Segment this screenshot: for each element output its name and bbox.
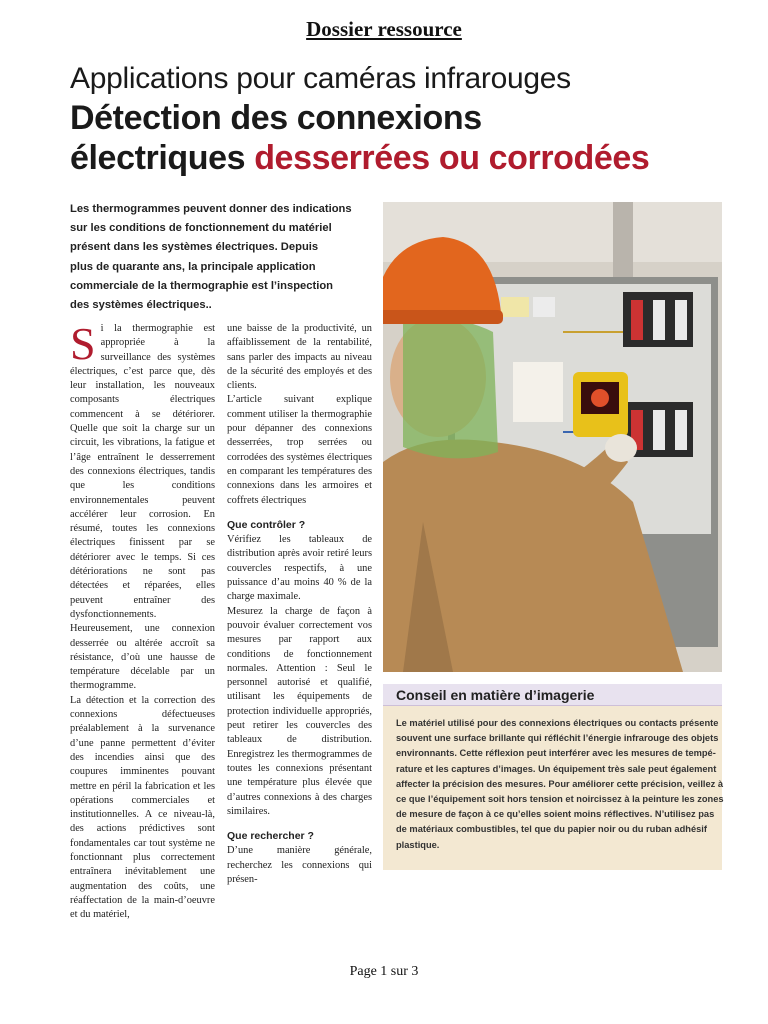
intro-paragraph (70, 200, 370, 315)
tip-line: rature et les captures d’images. Un équipement très sale peut également (396, 763, 717, 774)
page-number: Page 1 sur 3 (349, 964, 419, 979)
headline-black-part: électriques (70, 139, 255, 177)
intro-line: des systèmes électriques.. (70, 299, 212, 312)
paragraph-text: i la thermographie est appropriée à la surveillance des systèmes électriques, c’est parce que, dès leur installation, les nouveaux composants électriques commencent à se détériorer. Quelle que soit la charge sur un circuit, les vibrations, la fatigue et l’âge entraînent le desserrement des connexions électriques, tandis que les conditions environnementales peuvent accélérer leur corrosion. En résumé, toutes les connexions électriques finissent par se détériorer avec le temps. Si ces détériorations ne sont pas détectées et réparées, elles peuvent entraîner des dysfonctionnements. Heureusement, une connexion desserrée ou altérée accroît sa résistance, d’où une hausse de température décelable par un thermogramme. (70, 323, 215, 692)
tip-box-title: Conseil en matière d’imagerie (383, 684, 722, 706)
body-paragraph (70, 318, 215, 694)
tip-line: environnants. Cette réflexion peut interférer avec les mesures de tempé- (396, 748, 716, 759)
headline-red-part: desserrées ou corrodées (254, 139, 650, 177)
tip-line: plastique. (396, 839, 440, 850)
tip-line: affecter la précision des mesures. Pour améliorer cette précision, veillez à (396, 778, 724, 789)
subheading-que-rechercher: Que rechercher ? (227, 830, 314, 843)
tip-line: souvent une surface brillante qui réfléchit l’énergie infrarouge des objets (396, 733, 719, 744)
page-header-title: Dossier ressource (306, 17, 462, 41)
body-column-2 (227, 322, 372, 887)
technician-illustration (383, 202, 722, 672)
tip-line: de mesure de façon à ce qu’elles soient moins réflectives. N’utilisez pas (396, 809, 715, 820)
intro-line: commerciale de la thermographie est l’inspection (70, 279, 333, 292)
intro-line: plus de quarante ans, la principale application (70, 260, 316, 273)
subheading-que-controler: Que contrôler ? (227, 518, 306, 531)
intro-line: sur les conditions de fonctionnement du matériel (70, 222, 332, 235)
body-paragraph: une baisse de la productivité, un affaiblissement de la rentabilité, sans parler des impacts au niveau de la sécurité des employés et des clients. (227, 323, 372, 392)
technician-photo (383, 202, 722, 672)
intro-line: Les thermogrammes peuvent donner des indications (70, 203, 352, 215)
intro-line: présent dans les systèmes électriques. Depuis (70, 241, 319, 254)
tip-line: ce que l’équipement soit hors tension et noircissez à la peinture les zones (396, 794, 724, 805)
headline-title-line1: Détection des connexions (70, 99, 482, 137)
body-paragraph: Mesurez la charge de façon à pouvoir évaluer correctement vos mesures par rapport aux conditions de fonctionnement normales. Attention : Seul le personnel autorisé et qualifié, utilisant les équipements de protection individuelle appropriés, peut retirer les couvercles des tableaux de distribution. Enregistrez les thermogrammes de toutes les connexions présentant une température plus élevée que d’autres connexions à des charges similaires. (227, 605, 372, 817)
body-paragraph: La détection et la correction des connexions défectueuses préalablement à la survenance d’une panne permettent d’éviter des incendies ainsi que des coupures imminentes pouvant mettre en péril la fabrication et les opérations commerciales et institutionnelles. A ce niveau-là, des actions prédictives sont fondamentales car tout système ne fonctionnant plus correctement entraînera inévitablement une augmentation des coûts, une réaffectation de la main-d’oeuvre et du matériel, (70, 694, 215, 921)
tip-line: de matériaux combustibles, tel que du papier noir ou du ruban adhésif (396, 824, 707, 835)
body-column-1 (70, 318, 215, 922)
body-paragraph: Vérifiez les tableaux de distribution après avoir retiré leurs couvercles respectifs, à une puissance d’au moins 40 % de la charge maximale. (227, 534, 372, 603)
headline-title-line2 (70, 138, 730, 178)
article-headline (70, 60, 730, 178)
body-paragraph: D’une manière générale, recherchez les connexions qui présen- (227, 845, 372, 885)
headline-kicker: Applications pour caméras infrarouges (70, 62, 571, 95)
tip-line: Le matériel utilisé pour des connexions électriques ou contacts présente (396, 718, 719, 728)
body-paragraph: L’article suivant explique comment utiliser la thermographie pour dépanner des connexions desserrées, trop serrées ou corrodées des systèmes électriques en comparant les températures des connexions dans les armoires et coffrets électriques (227, 394, 372, 506)
tip-box-body (396, 716, 724, 853)
drop-cap: S (70, 318, 96, 369)
imaging-tip-box (383, 684, 722, 870)
